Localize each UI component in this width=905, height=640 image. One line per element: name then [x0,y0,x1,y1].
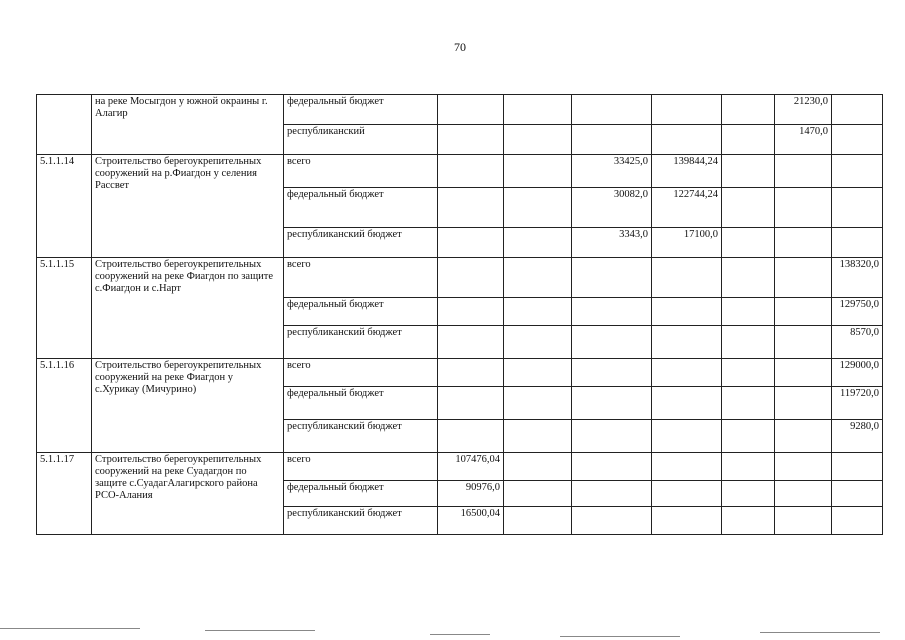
amount-cell [652,453,722,481]
amount-cell: 33425,0 [572,155,652,188]
amount-cell [504,188,572,228]
amount-cell [775,298,832,326]
amount-cell: 1470,0 [775,125,832,155]
amount-cell [652,420,722,453]
amount-cell [722,258,775,298]
amount-cell: 17100,0 [652,228,722,258]
amount-cell [438,125,504,155]
measure-name: Строительство берегоукрепительных сооружений на реке Суадагдон по защите с.СуадагАлагирского района РСО-Алания [92,453,284,535]
amount-cell [652,258,722,298]
amount-cell [832,507,883,535]
amount-cell [652,326,722,359]
amount-cell: 119720,0 [832,387,883,420]
funding-source: республиканский бюджет [284,326,438,359]
measure-code: 5.1.1.16 [37,359,92,453]
amount-cell [722,188,775,228]
amount-cell [832,95,883,125]
table-row [37,359,883,387]
funding-source: федеральный бюджет [284,481,438,507]
amount-cell [438,387,504,420]
measure-code: 5.1.1.15 [37,258,92,359]
amount-cell [722,228,775,258]
amount-cell [504,155,572,188]
amount-cell [572,387,652,420]
amount-cell [504,507,572,535]
amount-cell: 21230,0 [775,95,832,125]
amount-cell: 8570,0 [832,326,883,359]
amount-cell [572,420,652,453]
amount-cell [438,420,504,453]
budget-table [36,94,883,535]
amount-cell [722,155,775,188]
amount-cell [775,481,832,507]
scan-artifact-line [760,632,880,633]
amount-cell [722,298,775,326]
measure-name: на реке Мосыгдон у южной окраины г. Алагир [92,95,284,155]
table-row [37,453,883,481]
amount-cell [438,155,504,188]
amount-cell [775,420,832,453]
amount-cell [438,95,504,125]
measure-name: Строительство берегоукрепительных сооружений на реке Фиагдон по защите с.Фиагдон и с.Нарт [92,258,284,359]
measure-name: Строительство берегоукрепительных сооружений на реке Фиагдон у с.Хурикау (Мичурино) [92,359,284,453]
funding-source: федеральный бюджет [284,95,438,125]
amount-cell [722,507,775,535]
amount-cell [722,481,775,507]
amount-cell [832,481,883,507]
funding-source: республиканский [284,125,438,155]
amount-cell [504,481,572,507]
amount-cell [832,125,883,155]
amount-cell [775,387,832,420]
amount-cell [775,453,832,481]
amount-cell [722,420,775,453]
funding-source: всего [284,155,438,188]
amount-cell [572,125,652,155]
amount-cell [832,188,883,228]
amount-cell [504,359,572,387]
amount-cell [504,228,572,258]
amount-cell [504,420,572,453]
amount-cell [572,481,652,507]
amount-cell [504,258,572,298]
amount-cell: 107476,04 [438,453,504,481]
amount-cell [652,359,722,387]
amount-cell [832,228,883,258]
amount-cell [504,298,572,326]
amount-cell [775,326,832,359]
amount-cell [572,507,652,535]
amount-cell [572,95,652,125]
measure-name: Строительство берегоукрепительных сооружений на р.Фиагдон у селения Рассвет [92,155,284,258]
amount-cell [722,95,775,125]
scan-artifact-line [430,634,490,635]
amount-cell [438,326,504,359]
funding-source: республиканский бюджет [284,420,438,453]
amount-cell [652,507,722,535]
amount-cell [832,155,883,188]
amount-cell [572,258,652,298]
scan-artifact-line [560,636,680,637]
amount-cell: 90976,0 [438,481,504,507]
amount-cell [504,453,572,481]
amount-cell [504,95,572,125]
amount-cell [775,359,832,387]
amount-cell [722,387,775,420]
amount-cell: 16500,04 [438,507,504,535]
amount-cell [775,188,832,228]
funding-source: республиканский бюджет [284,228,438,258]
amount-cell [722,453,775,481]
amount-cell [722,326,775,359]
amount-cell [438,258,504,298]
funding-source: федеральный бюджет [284,387,438,420]
table-row [37,155,883,188]
scan-artifact-line [205,630,315,631]
amount-cell [438,298,504,326]
amount-cell [438,228,504,258]
amount-cell: 129750,0 [832,298,883,326]
amount-cell [504,125,572,155]
amount-cell [775,258,832,298]
measure-code: 5.1.1.14 [37,155,92,258]
page-number: 70 [454,40,466,54]
amount-cell [504,326,572,359]
amount-cell [775,155,832,188]
amount-cell: 9280,0 [832,420,883,453]
amount-cell [572,453,652,481]
amount-cell [652,387,722,420]
amount-cell [775,507,832,535]
funding-source: республиканский бюджет [284,507,438,535]
amount-cell: 3343,0 [572,228,652,258]
amount-cell [775,228,832,258]
amount-cell [438,188,504,228]
measure-code: 5.1.1.17 [37,453,92,535]
amount-cell [652,298,722,326]
funding-source: всего [284,453,438,481]
table-row [37,95,883,125]
funding-source: всего [284,258,438,298]
amount-cell: 129000,0 [832,359,883,387]
table-row [37,258,883,298]
funding-source: всего [284,359,438,387]
amount-cell [572,298,652,326]
amount-cell [572,326,652,359]
amount-cell: 138320,0 [832,258,883,298]
funding-source: федеральный бюджет [284,188,438,228]
measure-code [37,95,92,155]
amount-cell: 139844,24 [652,155,722,188]
scan-artifact-line [0,628,140,629]
amount-cell [438,359,504,387]
amount-cell [572,359,652,387]
amount-cell [722,125,775,155]
funding-source: федеральный бюджет [284,298,438,326]
amount-cell [652,95,722,125]
amount-cell [832,453,883,481]
amount-cell [652,481,722,507]
amount-cell: 122744,24 [652,188,722,228]
amount-cell [722,359,775,387]
amount-cell [652,125,722,155]
amount-cell: 30082,0 [572,188,652,228]
amount-cell [504,387,572,420]
